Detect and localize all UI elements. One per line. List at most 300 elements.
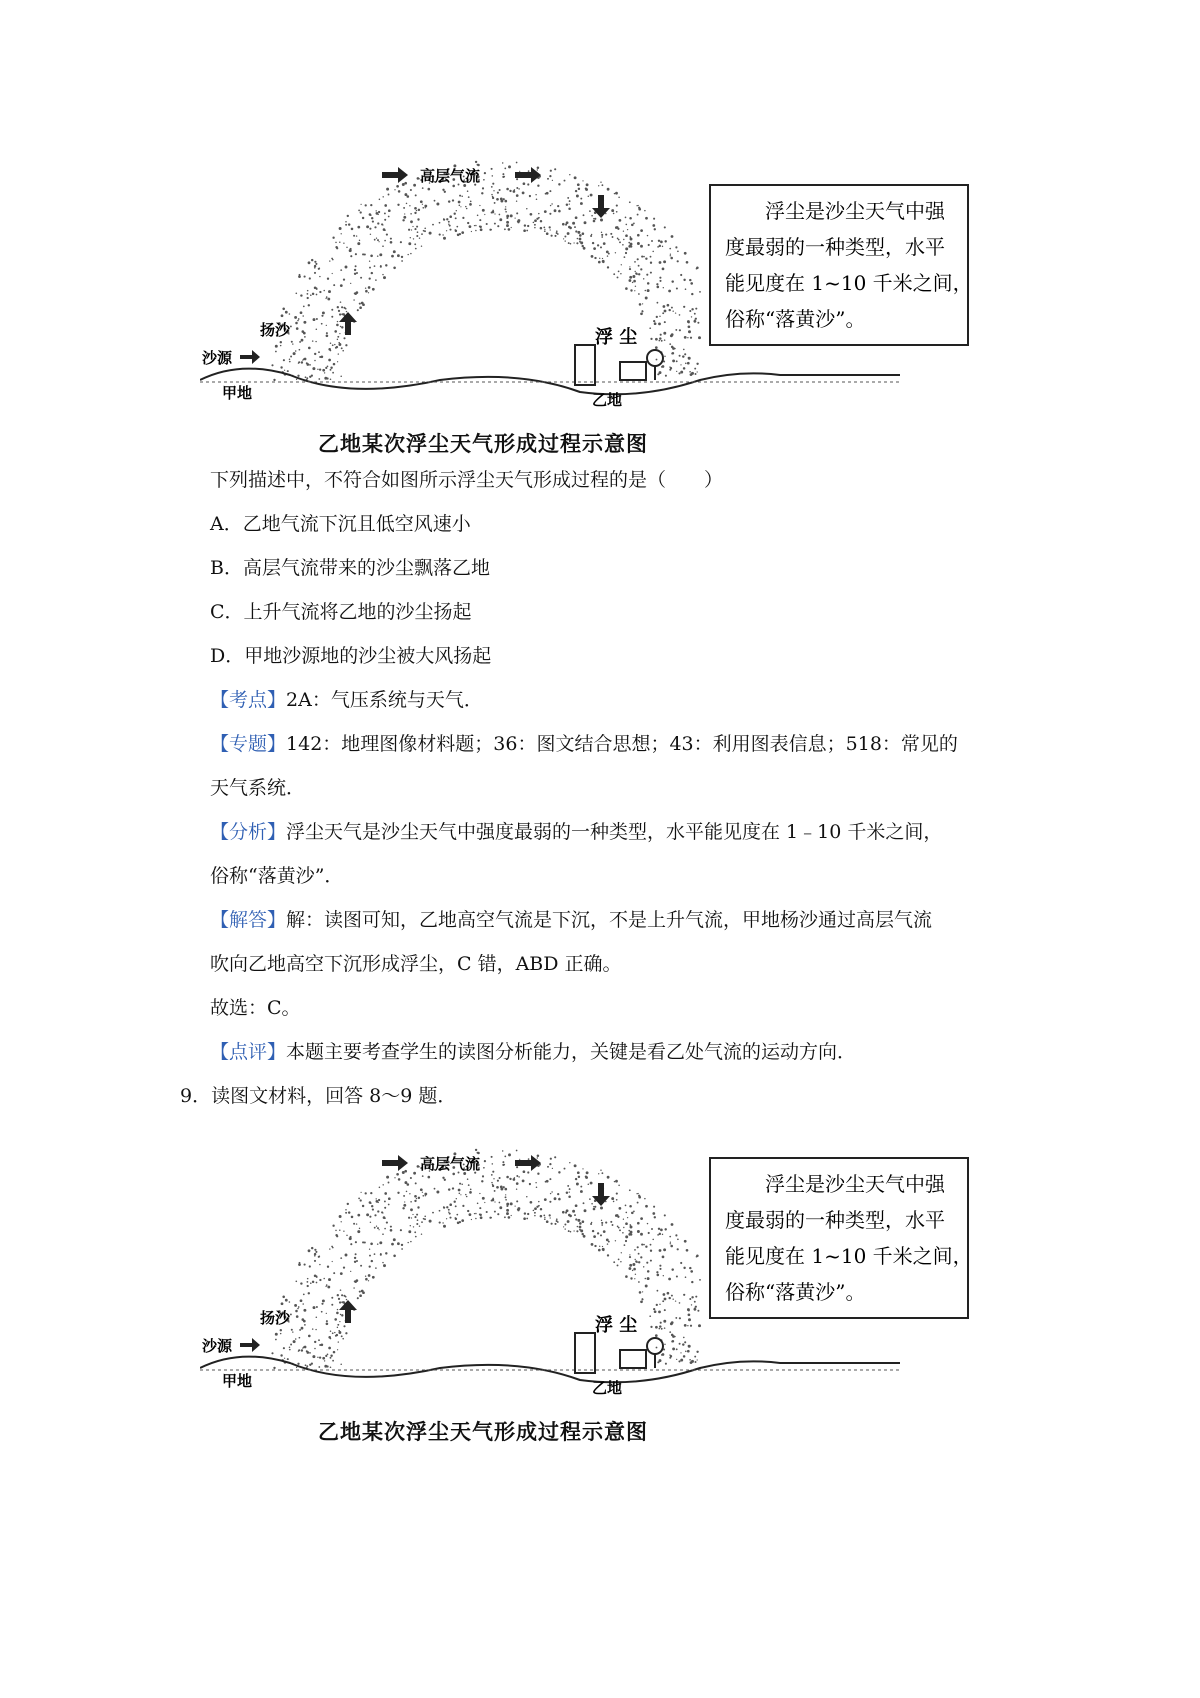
dust-dot: [339, 1230, 340, 1231]
dust-dot: [516, 178, 518, 180]
dust-dot: [357, 1214, 360, 1217]
dust-dot: [568, 1230, 570, 1232]
dust-dot: [640, 245, 643, 248]
dust-dot: [516, 200, 517, 201]
dust-dot: [467, 1210, 469, 1212]
dust-dot: [684, 353, 686, 355]
dust-dot: [494, 213, 495, 214]
dust-dot: [467, 190, 469, 192]
dust-dot: [566, 203, 568, 205]
dust-dot: [411, 229, 412, 230]
dust-dot: [693, 1308, 696, 1311]
dust-dot: [308, 1249, 311, 1252]
dust-dot: [659, 1233, 661, 1235]
dust-dot: [694, 1356, 696, 1358]
dust-dot: [360, 204, 361, 205]
dust-dot: [672, 359, 675, 362]
dust-dot: [393, 267, 396, 270]
dust-dot: [696, 268, 698, 270]
dust-dot: [295, 1338, 297, 1340]
dust-dot: [334, 1332, 335, 1333]
dust-dot: [300, 1282, 302, 1284]
dust-dot: [475, 1149, 477, 1151]
dust-dot: [696, 1351, 698, 1353]
dust-dot: [657, 1362, 659, 1364]
dust-dot: [650, 262, 652, 264]
dust-dot: [394, 189, 395, 190]
dust-dot: [383, 1264, 386, 1267]
dust-dot: [551, 1191, 552, 1192]
dust-dot: [462, 217, 464, 219]
dust-dot: [370, 234, 371, 235]
dust-dot: [318, 1339, 320, 1341]
dust-dot: [638, 1193, 639, 1194]
dust-dot: [333, 363, 336, 366]
dust-dot: [340, 301, 342, 303]
dust-dot: [295, 292, 297, 294]
jieda-text-1: 解：读图可知，乙地高空气流是下沉，不是上升气流，甲地杨沙通过高层气流: [286, 909, 933, 931]
dust-dot: [576, 195, 579, 198]
dust-dot: [388, 1197, 391, 1200]
dust-dot: [506, 188, 509, 191]
dust-dot: [618, 239, 620, 241]
dust-dot: [540, 1215, 543, 1218]
dust-dot: [280, 345, 281, 346]
dust-dot: [452, 1187, 454, 1189]
dust-dot: [492, 1163, 494, 1165]
dust-dot: [386, 234, 388, 236]
dust-dot: [359, 303, 361, 305]
dust-dot: [319, 356, 321, 358]
dust-dot: [300, 311, 303, 314]
dust-dot: [557, 1193, 559, 1195]
dust-dot: [584, 221, 587, 224]
dust-dot: [420, 200, 423, 203]
dust-dot: [309, 1265, 311, 1267]
label-sand-source: 沙源: [202, 349, 233, 367]
dust-dot: [422, 204, 423, 205]
arrow-down-icon: [592, 195, 610, 218]
dust-dot: [523, 1170, 526, 1173]
dust-dot: [386, 188, 389, 191]
dust-dot: [449, 1203, 452, 1206]
dust-dot: [689, 1359, 691, 1361]
dust-dot: [436, 203, 439, 206]
dust-dot: [625, 287, 628, 290]
dust-dot: [684, 252, 687, 255]
dust-dot: [376, 210, 377, 211]
dust-dot: [321, 1303, 323, 1305]
dust-dot: [617, 228, 619, 230]
dust-dot: [639, 1291, 642, 1294]
dust-dot: [653, 1206, 655, 1208]
dust-dot: [616, 205, 618, 207]
dust-dot: [637, 1230, 640, 1233]
ground-line: [200, 1357, 900, 1383]
dust-dot: [611, 1197, 614, 1200]
dust-dot: [544, 230, 546, 232]
dust-dot: [299, 341, 301, 343]
dust-dot: [506, 1205, 508, 1207]
dust-dot: [613, 213, 615, 215]
dust-dot: [629, 201, 631, 203]
dust-dot: [327, 1353, 329, 1355]
dust-dot: [573, 242, 574, 243]
dust-dot: [601, 1222, 603, 1224]
dust-dot: [275, 1333, 278, 1336]
dust-dot: [306, 1365, 308, 1367]
dust-dot: [684, 1341, 686, 1343]
dust-dot: [474, 1213, 475, 1214]
dust-dot: [410, 189, 412, 191]
dust-dot: [529, 1183, 531, 1185]
dust-dot: [332, 273, 333, 274]
dust-dot: [556, 230, 558, 232]
jieda-text-2: 吹向乙地高空下沉形成浮尘，C 错，ABD 正确。: [210, 953, 622, 975]
dust-dot: [664, 1298, 667, 1301]
dust-dot: [688, 325, 691, 328]
dust-dot: [619, 1229, 621, 1231]
dust-dot: [691, 316, 692, 317]
dust-dot: [337, 1349, 338, 1350]
dust-dot: [315, 263, 317, 265]
dust-dot: [629, 1256, 631, 1258]
dust-dot: [683, 1294, 685, 1296]
dust-dot: [483, 179, 485, 181]
dust-dot: [346, 1235, 347, 1236]
dust-dot: [455, 1205, 457, 1207]
dust-dot: [505, 1194, 506, 1195]
dust-dot: [618, 197, 620, 199]
dust-dot: [384, 1217, 386, 1219]
dust-dot: [343, 279, 345, 281]
dust-dot: [466, 208, 468, 210]
dust-dot: [578, 188, 580, 190]
dust-dot: [684, 1240, 687, 1243]
dust-dot: [505, 1196, 507, 1198]
dust-dot: [314, 1260, 316, 1262]
dust-dot: [401, 1244, 403, 1246]
dust-dot: [546, 232, 549, 235]
dust-dot: [489, 1217, 491, 1219]
dust-dot: [301, 361, 303, 363]
dust-dot: [591, 1203, 593, 1205]
dust-dot: [639, 303, 642, 306]
dust-dot: [326, 1320, 328, 1322]
dust-dot: [461, 1219, 464, 1222]
dust-dot: [563, 1226, 564, 1227]
dust-dot: [615, 252, 616, 253]
dust-dot: [511, 1215, 512, 1216]
dust-dot: [332, 344, 334, 346]
dust-dot: [341, 1314, 343, 1316]
dust-dot: [614, 1181, 615, 1182]
dust-dot: [633, 280, 636, 283]
dust-dot: [410, 1225, 411, 1226]
dust-dot: [365, 1275, 366, 1276]
figure-2: [200, 1118, 1060, 1438]
dust-dot: [671, 235, 674, 238]
dust-dot: [443, 1225, 446, 1228]
dust-dot: [345, 344, 347, 346]
dust-dot: [393, 250, 396, 253]
dust-dot: [632, 1270, 634, 1272]
dust-dot: [679, 1317, 681, 1319]
dust-dot: [314, 353, 316, 355]
dust-dot: [302, 315, 304, 317]
dust-dot: [342, 350, 344, 352]
dust-dot: [556, 232, 558, 234]
dust-dot: [579, 234, 582, 237]
dust-dot: [456, 1198, 457, 1199]
dust-dot: [568, 242, 570, 244]
dust-dot: [535, 194, 536, 195]
dust-dot: [637, 1261, 638, 1262]
dust-dot: [290, 325, 292, 327]
dust-dot: [607, 255, 608, 256]
dust-dot: [482, 187, 484, 189]
dust-dot: [449, 215, 452, 218]
dust-dot: [601, 236, 603, 238]
dust-dot: [659, 371, 662, 374]
dust-dot: [623, 231, 624, 232]
dust-dot: [313, 318, 316, 321]
dust-dot: [357, 309, 359, 311]
dust-dot: [388, 1182, 390, 1184]
dust-dot: [657, 246, 659, 248]
dust-dot: [695, 1361, 697, 1363]
dust-dot: [374, 265, 376, 267]
dust-dot: [629, 276, 632, 279]
dust-dot: [603, 1230, 606, 1233]
dust-dot: [606, 1239, 609, 1242]
dust-dot: [511, 227, 512, 228]
dust-dot: [314, 360, 316, 362]
dust-dot: [321, 315, 323, 317]
dust-dot: [353, 1223, 355, 1225]
dust-dot: [567, 1185, 569, 1187]
dust-dot: [332, 1261, 333, 1262]
question-stem: 下列描述中，不符合如图所示浮尘天气形成过程的是（ ）: [210, 469, 724, 491]
dust-dot: [667, 1292, 670, 1295]
dust-dot: [607, 1254, 609, 1256]
buildings: [575, 345, 663, 385]
dust-dot: [414, 207, 417, 210]
dust-dot: [482, 1175, 484, 1177]
dust-dot: [377, 1243, 379, 1245]
dust-dot: [314, 265, 316, 267]
dust-dot: [301, 1327, 304, 1330]
dust-dot: [633, 1211, 635, 1213]
dust-dot: [659, 340, 661, 342]
dust-dot: [303, 306, 305, 308]
dust-dot: [493, 1178, 494, 1179]
dust-dot: [565, 1228, 566, 1229]
dust-dot: [492, 1184, 494, 1186]
dust-dot: [355, 265, 357, 267]
dust-dot: [273, 1367, 275, 1369]
dust-dot: [662, 246, 663, 247]
dust-dot: [365, 1192, 367, 1194]
dust-dot: [336, 1235, 338, 1237]
dust-dot: [328, 348, 331, 351]
dust-dot: [296, 1315, 299, 1318]
dust-dot: [613, 1261, 615, 1263]
dust-dot: [461, 231, 464, 234]
dust-dot: [628, 242, 630, 244]
dust-dot: [676, 360, 678, 362]
dust-dot: [592, 1230, 594, 1232]
dust-dot: [448, 1188, 450, 1190]
dust-dot: [400, 241, 402, 243]
dust-dot: [516, 1150, 518, 1152]
dust-dot: [284, 1358, 285, 1359]
dust-dot: [308, 347, 311, 350]
dust-dot: [477, 1203, 479, 1205]
dust-dot: [575, 1218, 577, 1220]
dust-dot: [688, 1313, 691, 1316]
dust-dot: [635, 286, 636, 287]
dust-dot: [331, 258, 333, 260]
dust-dot: [684, 1324, 687, 1327]
dust-dot: [506, 1212, 509, 1215]
dust-dot: [582, 1220, 585, 1223]
dust-dot: [534, 1207, 537, 1210]
dust-dot: [280, 366, 282, 368]
dust-dot: [299, 1262, 301, 1264]
dust-dot: [300, 1299, 303, 1302]
dust-dot: [335, 1230, 337, 1232]
dust-dot: [543, 227, 545, 229]
dust-dot: [500, 200, 503, 203]
dust-dot: [313, 1306, 316, 1309]
dust-dot: [396, 1173, 399, 1176]
dust-dot: [544, 1217, 545, 1218]
dust-dot: [633, 223, 635, 225]
dust-dot: [290, 356, 292, 358]
dust-dot: [458, 201, 461, 204]
dust-dot: [527, 1171, 529, 1173]
dust-dot: [669, 1357, 671, 1359]
dust-dot: [372, 1209, 374, 1211]
info-line-1: 浮尘是沙尘天气中强: [765, 1172, 945, 1196]
dust-dot: [689, 1298, 691, 1300]
dust-dot: [379, 1187, 381, 1189]
dust-dot: [290, 1313, 292, 1315]
dust-dot: [319, 368, 321, 370]
dust-dot: [465, 206, 466, 207]
dust-dot: [631, 224, 634, 227]
dust-dot: [637, 242, 640, 245]
dust-dot: [516, 1182, 519, 1185]
dust-dot: [631, 1212, 634, 1215]
dust-dot: [316, 318, 318, 320]
dust-dot: [546, 1220, 549, 1223]
dust-dot: [637, 273, 638, 274]
dust-dot: [369, 1265, 371, 1267]
dust-dot: [638, 1261, 640, 1263]
dust-dot: [570, 1231, 572, 1233]
dust-dot: [671, 1223, 674, 1226]
dust-dot: [370, 204, 372, 206]
dust-dot: [504, 228, 506, 230]
dust-dot: [526, 1196, 527, 1197]
dust-dot: [280, 341, 282, 343]
dust-dot: [348, 223, 350, 225]
dust-dot: [504, 1188, 507, 1191]
dust-dot: [682, 355, 684, 357]
dust-dot: [685, 1351, 687, 1353]
dust-dot: [654, 228, 656, 230]
dust-dot: [400, 1229, 402, 1231]
dust-dot: [341, 233, 342, 234]
dust-dot: [664, 321, 666, 323]
dust-dot: [590, 194, 593, 197]
dust-dot: [345, 1254, 348, 1257]
dust-dot: [419, 1225, 420, 1226]
dust-dot: [333, 284, 335, 286]
dust-dot: [424, 1215, 426, 1217]
dust-dot: [332, 372, 334, 374]
dust-dot: [406, 203, 408, 205]
dust-dot: [475, 230, 477, 232]
dust-dot: [340, 284, 343, 287]
kaodian-row: [210, 688, 483, 712]
dust-dot: [382, 245, 384, 247]
dust-dot: [625, 1212, 627, 1214]
dust-dot: [338, 353, 339, 354]
dust-dot: [422, 187, 424, 189]
dust-dot: [549, 190, 551, 192]
dust-dot: [648, 244, 650, 246]
dust-dot: [540, 220, 542, 222]
dust-dot: [330, 366, 332, 368]
dust-dot: [328, 1278, 331, 1281]
dust-dot: [579, 1226, 582, 1229]
dust-dot: [335, 1335, 337, 1337]
dust-dot: [533, 222, 535, 224]
dust-dot: [691, 1296, 693, 1298]
dust-dot: [588, 1183, 590, 1185]
dust-dot: [341, 347, 343, 349]
dust-dot: [613, 1201, 615, 1203]
info-line-3: 能见度在 1~10 千米之间，: [725, 1244, 973, 1268]
dust-dot: [592, 242, 594, 244]
dust-dot: [283, 359, 285, 361]
dust-dot: [550, 1217, 551, 1218]
dust-dot: [454, 213, 456, 215]
dust-dot: [607, 188, 610, 191]
dust-dot: [339, 1301, 341, 1303]
dust-dot: [316, 294, 318, 296]
dust-dot: [307, 297, 309, 299]
dust-dot: [505, 1199, 507, 1201]
dust-dot: [446, 1218, 447, 1219]
dust-dot: [642, 310, 643, 311]
dust-dot: [369, 1201, 372, 1204]
dust-dot: [314, 261, 316, 263]
dust-dot: [643, 256, 645, 258]
dust-dot: [503, 1164, 505, 1166]
dust-dot: [670, 1245, 673, 1248]
dust-dot: [294, 316, 297, 319]
dust-dot: [554, 1197, 557, 1200]
dust-dot: [477, 215, 479, 217]
dust-dot: [298, 318, 300, 320]
dust-dot: [646, 1262, 648, 1264]
dust-dot: [618, 1185, 620, 1187]
dust-dot: [580, 241, 583, 244]
